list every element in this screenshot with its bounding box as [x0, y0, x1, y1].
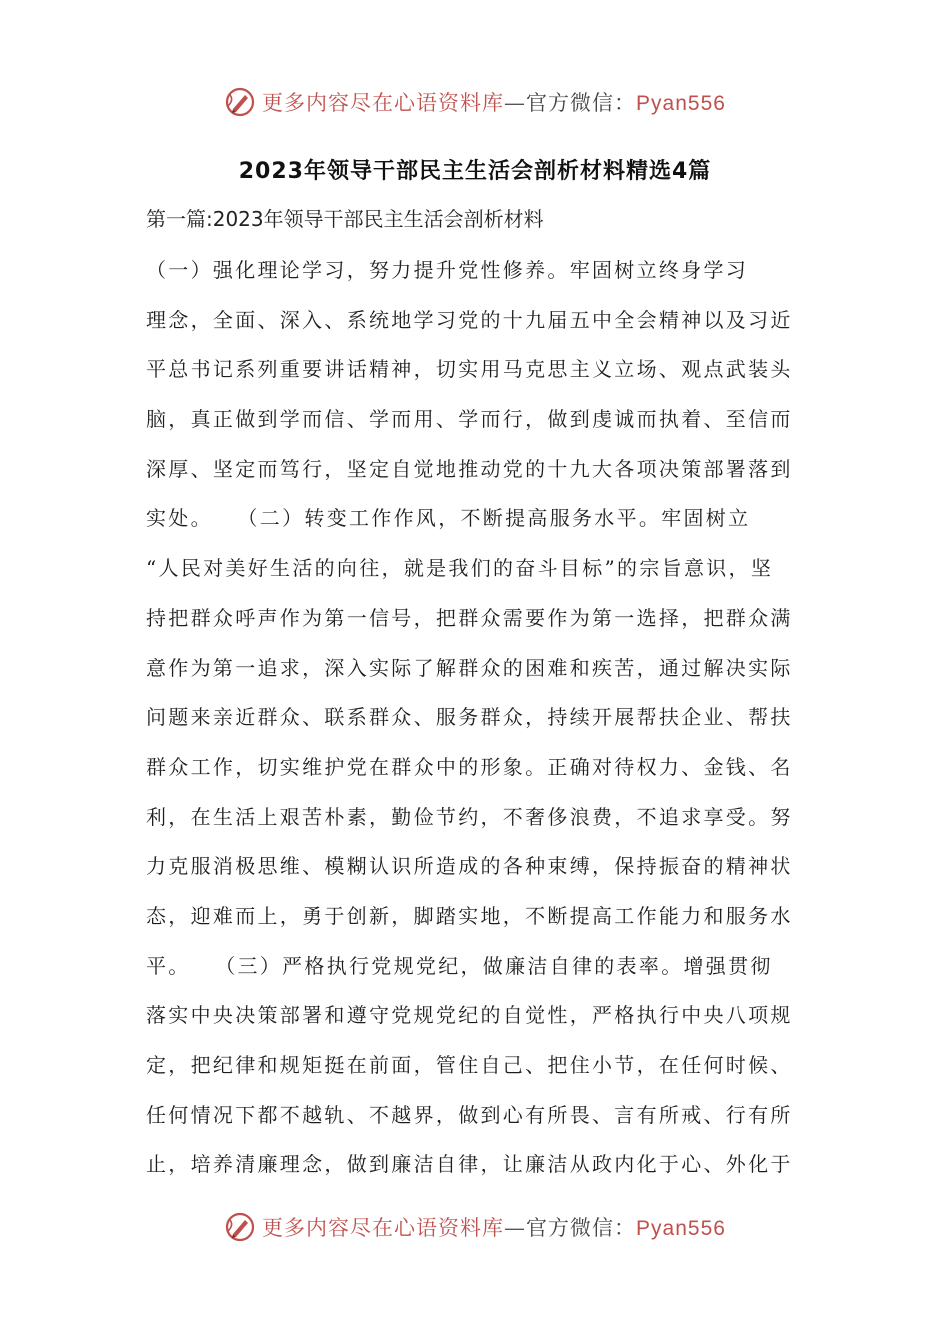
text-line: 脑，真正做到学而信、学而用、学而行，做到虔诚而执着、至信而	[146, 407, 793, 432]
text-line: “人民对美好生活的向往，就是我们的奋斗目标”的宗旨意识，坚	[146, 556, 774, 581]
pen-logo-icon	[224, 1211, 256, 1243]
text-line: 意作为第一追求，深入实际了解群众的困难和疾苦，通过解决实际	[146, 655, 793, 680]
text-line: 问题来亲近群众、联系群众、服务群众，持续开展帮扶企业、帮扶	[146, 705, 793, 730]
header-watermark	[0, 86, 950, 118]
section-heading: 第一篇:2023年领导干部民主生活会剖析材料	[146, 207, 544, 231]
document-title: 2023年领导干部民主生活会剖析材料精选4篇	[238, 159, 712, 184]
text-line: 定，把纪律和规矩挺在前面，管住自己、把住小节，在任何时候、	[146, 1053, 793, 1077]
text-line: 落实中央决策部署和遵守党规党纪的自觉性，严格执行中央八项规	[146, 1003, 793, 1028]
body-text	[146, 252, 806, 1196]
watermark-text: 更多内容尽在心语资料库—官方微信：Pyan556	[262, 1216, 726, 1240]
text-line: 实处。 （二）转变工作作风，不断提高服务水平。牢固树立	[146, 506, 751, 531]
text-line: （一）强化理论学习，努力提升党性修养。牢固树立终身学习	[146, 258, 749, 282]
text-line: 态，迎难而上，勇于创新，脚踏实地，不断提高工作能力和服务水	[146, 903, 793, 928]
pen-logo-icon	[224, 86, 256, 118]
text-line: 深厚、坚定而笃行，坚定自觉地推动党的十九大各项决策部署落到	[146, 456, 793, 481]
text-line: 平。 （三）严格执行党规党纪，做廉洁自律的表率。增强贯彻	[146, 953, 773, 978]
text-line: 任何情况下都不越轨、不越界，做到心有所畏、言有所戒、行有所	[146, 1102, 793, 1127]
text-line: 理念，全面、深入、系统地学习党的十九届五中全会精神以及习近	[146, 307, 793, 332]
text-line: 群众工作，切实维护党在群众中的形象。正确对待权力、金钱、名	[146, 754, 793, 779]
text-line: 持把群众呼声作为第一信号，把群众需要作为第一选择，把群众满	[146, 605, 793, 630]
text-line: 利，在生活上艰苦朴素，勤俭节约，不奢侈浪费，不追求享受。努	[146, 804, 793, 829]
text-line: 平总书记系列重要讲话精神，切实用马克思主义立场、观点武装头	[146, 357, 793, 382]
footer-watermark	[0, 1211, 950, 1243]
text-line: 力克服消极思维、模糊认识所造成的各种束缚，保持振奋的精神状	[146, 854, 793, 879]
text-line: 止，培养清廉理念，做到廉洁自律，让廉洁从政内化于心、外化于	[146, 1152, 793, 1177]
watermark-text: 更多内容尽在心语资料库—官方微信：Pyan556	[262, 91, 726, 115]
